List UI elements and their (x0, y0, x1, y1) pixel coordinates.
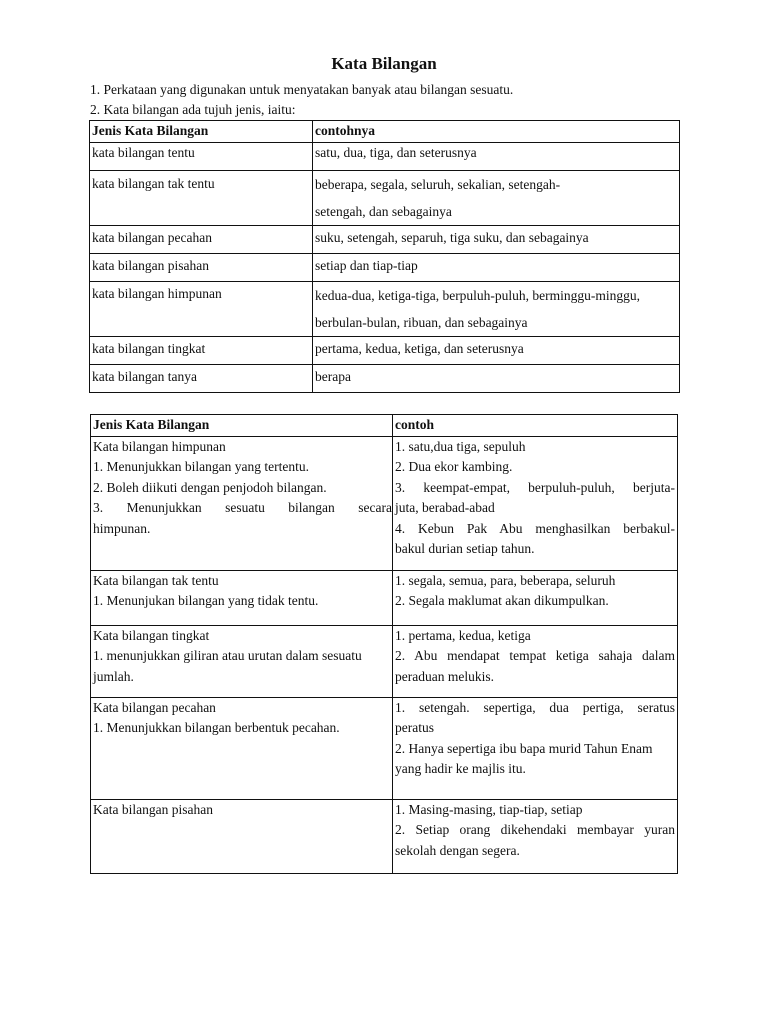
table-header-row (91, 415, 678, 437)
cell-contoh: suku, setengah, separuh, tiga suku, dan sebagainya (313, 225, 680, 253)
kata-bilangan-examples-table (90, 414, 678, 874)
cell-contoh: kedua-dua, ketiga-tiga, berpuluh-puluh, berminggu-minggu, berbulan-bulan, ribuan, dan sebagainya (313, 281, 680, 336)
cell-jenis: Kata bilangan tak tentu 1. Menunjukan bilangan yang tidak tentu. (91, 570, 393, 625)
column-header-contoh: contohnya (313, 121, 680, 143)
table-header-row (90, 121, 680, 143)
cell-jenis: kata bilangan pisahan (90, 253, 313, 281)
cell-contoh: 1. satu,dua tiga, sepuluh 2. Dua ekor kambing. 3. keempat-empat, berpuluh-puluh, berjuta- juta, berabad-abad 4. Kebun Pak Abu menghasilkan berbakul- bakul durian setiap tahun. (393, 436, 678, 570)
cell-contoh: 1. Masing-masing, tiap-tiap, setiap 2. Setiap orang dikehendaki membayar yuran sekolah dengan segera. (393, 799, 678, 873)
column-header-jenis: Jenis Kata Bilangan (91, 415, 393, 437)
table-row (91, 625, 678, 697)
table-row (90, 364, 680, 392)
intro-item: 1. Perkataan yang digunakan untuk menyatakan banyak atau bilangan sesuatu. (90, 82, 514, 97)
table-row (91, 697, 678, 799)
column-header-contoh: contoh (393, 415, 678, 437)
cell-jenis: kata bilangan tanya (90, 364, 313, 392)
column-header-jenis: Jenis Kata Bilangan (90, 121, 313, 143)
table-row (90, 225, 680, 253)
cell-jenis: Kata bilangan himpunan 1. Menunjukkan bilangan yang tertentu. 2. Boleh diikuti dengan penjodoh bilangan. 3. Menunjukkan sesuatu bilangan secara himpunan. (91, 436, 393, 570)
table-row (90, 142, 680, 170)
table-row (91, 570, 678, 625)
cell-contoh: setiap dan tiap-tiap (313, 253, 680, 281)
cell-jenis: Kata bilangan pisahan (91, 799, 393, 873)
intro-item: 2. Kata bilangan ada tujuh jenis, iaitu: (90, 102, 296, 117)
cell-contoh: satu, dua, tiga, dan seterusnya (313, 142, 680, 170)
table-row (91, 799, 678, 873)
cell-jenis: kata bilangan tentu (90, 142, 313, 170)
intro-list (90, 80, 690, 120)
cell-contoh: 1. pertama, kedua, ketiga 2. Abu mendapat tempat ketiga sahaja dalam peraduan melukis. (393, 625, 678, 697)
table-row (90, 253, 680, 281)
table-row (90, 336, 680, 364)
cell-jenis: Kata bilangan tingkat 1. menunjukkan giliran atau urutan dalam sesuatu jumlah. (91, 625, 393, 697)
cell-jenis: kata bilangan himpunan (90, 281, 313, 336)
cell-jenis: kata bilangan pecahan (90, 225, 313, 253)
cell-jenis: Kata bilangan pecahan 1. Menunjukkan bilangan berbentuk pecahan. (91, 697, 393, 799)
page-title: Kata Bilangan (331, 54, 437, 73)
cell-contoh: berapa (313, 364, 680, 392)
cell-contoh: pertama, kedua, ketiga, dan seterusnya (313, 336, 680, 364)
cell-jenis: kata bilangan tak tentu (90, 170, 313, 225)
cell-contoh: beberapa, segala, seluruh, sekalian, setengah- setengah, dan sebagainya (313, 170, 680, 225)
cell-contoh: 1. segala, semua, para, beberapa, seluruh 2. Segala maklumat akan dikumpulkan. (393, 570, 678, 625)
cell-jenis: kata bilangan tingkat (90, 336, 313, 364)
cell-contoh: 1. setengah. sepertiga, dua pertiga, seratus peratus 2. Hanya sepertiga ibu bapa murid Tahun Enam yang hadir ke majlis itu. (393, 697, 678, 799)
table-row (90, 170, 680, 225)
table-row (91, 436, 678, 570)
kata-bilangan-types-table (89, 120, 680, 393)
table-row (90, 281, 680, 336)
